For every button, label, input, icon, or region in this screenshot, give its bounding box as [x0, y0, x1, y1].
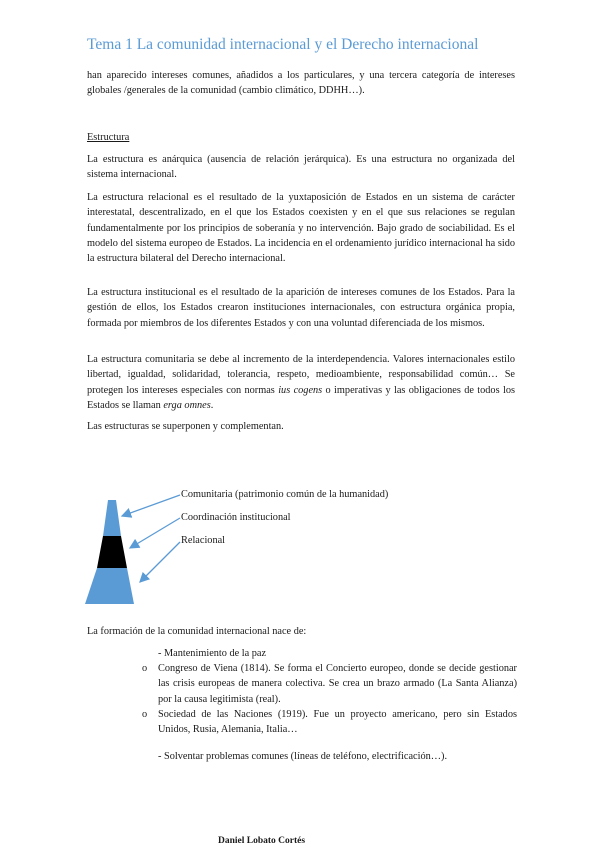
section-heading-estructura: Estructura: [87, 132, 130, 143]
erga-omnes-term: erga omnes: [163, 399, 211, 411]
dash-item-problemas-comunes: - Solventar problemas comunes (líneas de teléfono, electrificación…).: [158, 751, 448, 762]
bullet-text-sociedad-naciones: Sociedad de las Naciones (1919). Fue un proyecto americano, pero sin Estados Unidos, Rusia, Alemania, Italia…: [158, 709, 517, 736]
diagram-label-coordinacion: Coordinación institucional: [181, 512, 291, 523]
pyramid-top-section: [103, 500, 121, 536]
paragraph-institucional: La estructura institucional es el resultado de la aparición de intereses comunes de los Estados. Para la gestión de ellos, los Estados crearon instituciones internacionales, con estructura orgánica propia, formada por miembros de los diferentes Estados y con una voluntad diferenciada de los mismos.: [87, 287, 515, 329]
paragraph-comunitaria-text-b: o imperativas y las obligaciones de todos los Estados se llaman: [87, 384, 515, 411]
paragraph-comunitaria: [87, 352, 515, 413]
formacion-section: [87, 624, 517, 762]
bullet-marker: o: [142, 709, 148, 720]
pyramid-middle-section: [97, 536, 127, 568]
diagram-label-relacional: Relacional: [181, 535, 226, 546]
arrow-to-top: [122, 495, 180, 516]
intro-continuation-paragraph: han aparecido intereses comunes, añadidos a los particulares, y una tercera categoría de intereses globales /generales de la comunidad (cambio climático, DDHH…).: [87, 70, 515, 97]
paragraph-relacional: La estructura relacional es el resultado de la yuxtaposición de Estados en un sistema de carácter interestatal, descentralizado, en el que los Estados coexisten y en el que sus relaciones se regulan fundamentalmente por los principios de soberanía y no intervención. Bajo grado de sociabilidad. Es el modelo del sistema europeo de Estados. La incidencia en el ordenamiento jurídico internacional ha sido la estructura bilateral del Derecho internacional.: [87, 192, 515, 265]
formacion-intro: La formación de la comunidad internacional nace de:: [87, 626, 307, 637]
pyramid-bottom-section: [85, 568, 134, 604]
page-title: Tema 1 La comunidad internacional y el Derecho internacional: [87, 36, 479, 53]
bullet-item-sociedad-naciones: [142, 707, 517, 738]
bullet-marker: o: [142, 663, 148, 674]
paragraph-anarquica: La estructura es anárquica (ausencia de relación jerárquica). Es una estructura no organizada del sistema internacional.: [87, 154, 515, 181]
paragraph-comunitaria-text-c: .: [210, 399, 214, 411]
diagram-label-comunitaria: Comunitaria (patrimonio común de la humanidad): [181, 489, 389, 500]
arrow-to-middle: [130, 518, 180, 548]
footer-author: Daniel Lobato Cortés: [218, 836, 306, 846]
arrow-to-bottom: [140, 542, 180, 582]
bullet-text-viena: Congreso de Viena (1814). Se forma el Concierto europeo, donde se decide gestionar las crisis europeas de manera colectiva. Se crea un brazo armado (La Santa Alianza) por la causa legitimista (real).: [158, 663, 517, 705]
dash-item-paz: - Mantenimiento de la paz: [158, 648, 267, 659]
paragraph-comunitaria-text-a: La estructura comunitaria se debe al incremento de la interdependencia. Valores internacionales estilo libertad, igualdad, solidaridad, tolerancia, respeto, medioambiente, responsabilidad común… Se protegen los intereses especiales con normas: [87, 354, 515, 396]
paragraph-superponen: Las estructuras se superponen y complementan.: [87, 421, 284, 432]
ius-cogens-term: ius cogens: [278, 384, 323, 396]
bullet-item-viena: [142, 661, 517, 707]
